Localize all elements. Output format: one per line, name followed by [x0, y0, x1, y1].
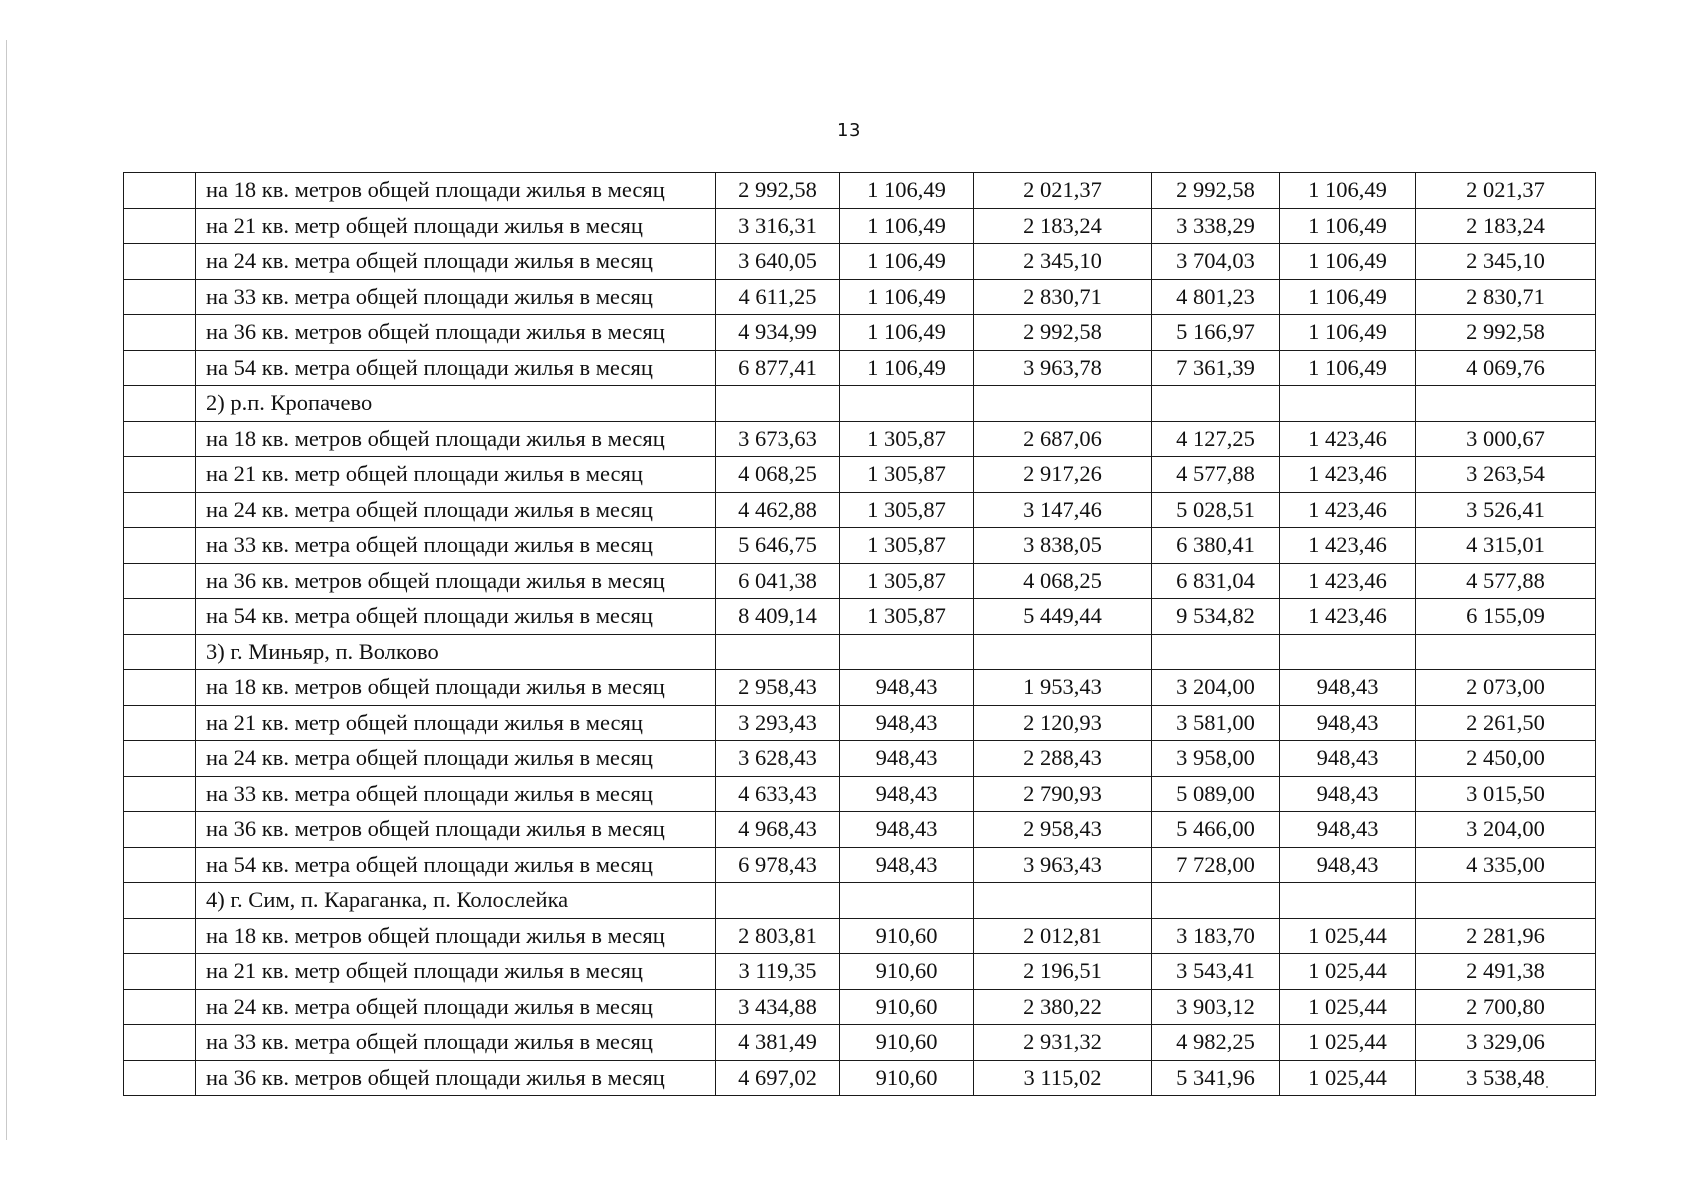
row-label: на 24 кв. метра общей площади жилья в месяц	[196, 741, 716, 777]
table-row	[124, 812, 1596, 848]
value-cell: 3 263,54	[1416, 457, 1596, 493]
value-cell: 2 380,22	[974, 989, 1152, 1025]
value-cell: 6 831,04	[1152, 563, 1280, 599]
value-cell: 5 166,97	[1152, 315, 1280, 351]
row-number-cell	[124, 173, 196, 209]
empty-value-cell	[1280, 634, 1416, 670]
row-number-cell	[124, 279, 196, 315]
row-label: на 21 кв. метр общей площади жилья в месяц	[196, 457, 716, 493]
row-label: на 18 кв. метров общей площади жилья в месяц	[196, 670, 716, 706]
table-row	[124, 563, 1596, 599]
value-cell: 3 115,02	[974, 1060, 1152, 1096]
value-cell: 1 106,49	[1280, 208, 1416, 244]
value-cell: 6 380,41	[1152, 528, 1280, 564]
row-number-cell	[124, 1060, 196, 1096]
row-number-cell	[124, 208, 196, 244]
value-cell: 948,43	[1280, 812, 1416, 848]
value-cell: 948,43	[1280, 741, 1416, 777]
empty-value-cell	[1152, 634, 1280, 670]
scan-speck	[1546, 1086, 1548, 1088]
value-cell: 1 025,44	[1280, 954, 1416, 990]
value-cell: 6 155,09	[1416, 599, 1596, 635]
value-cell: 1 423,46	[1280, 421, 1416, 457]
value-cell: 1 025,44	[1280, 989, 1416, 1025]
value-cell: 7 728,00	[1152, 847, 1280, 883]
value-cell: 1 025,44	[1280, 1025, 1416, 1061]
value-cell: 1 106,49	[1280, 173, 1416, 209]
table-row	[124, 847, 1596, 883]
value-cell: 2 958,43	[716, 670, 840, 706]
value-cell: 3 538,48	[1416, 1060, 1596, 1096]
row-label: на 33 кв. метра общей площади жилья в месяц	[196, 776, 716, 812]
row-number-cell	[124, 634, 196, 670]
table-row	[124, 457, 1596, 493]
value-cell: 2 830,71	[1416, 279, 1596, 315]
tariff-table	[123, 172, 1596, 1096]
value-cell: 2 830,71	[974, 279, 1152, 315]
value-cell: 2 196,51	[974, 954, 1152, 990]
value-cell: 3 673,63	[716, 421, 840, 457]
row-number-cell	[124, 1025, 196, 1061]
value-cell: 4 801,23	[1152, 279, 1280, 315]
row-label: на 33 кв. метра общей площади жилья в месяц	[196, 528, 716, 564]
value-cell: 3 204,00	[1152, 670, 1280, 706]
value-cell: 1 106,49	[1280, 244, 1416, 280]
table-row	[124, 741, 1596, 777]
value-cell: 4 982,25	[1152, 1025, 1280, 1061]
value-cell: 948,43	[840, 670, 974, 706]
row-number-cell	[124, 492, 196, 528]
value-cell: 1 423,46	[1280, 492, 1416, 528]
table-row	[124, 350, 1596, 386]
empty-value-cell	[840, 883, 974, 919]
table-row	[124, 279, 1596, 315]
group-heading-row	[124, 634, 1596, 670]
row-number-cell	[124, 421, 196, 457]
value-cell: 1 305,87	[840, 421, 974, 457]
value-cell: 948,43	[1280, 847, 1416, 883]
row-label: на 21 кв. метр общей площади жилья в месяц	[196, 705, 716, 741]
value-cell: 5 341,96	[1152, 1060, 1280, 1096]
row-number-cell	[124, 244, 196, 280]
row-number-cell	[124, 599, 196, 635]
row-number-cell	[124, 883, 196, 919]
value-cell: 5 089,00	[1152, 776, 1280, 812]
value-cell: 2 021,37	[974, 173, 1152, 209]
value-cell: 3 119,35	[716, 954, 840, 990]
group-heading-row	[124, 883, 1596, 919]
row-label: на 33 кв. метра общей площади жилья в месяц	[196, 279, 716, 315]
value-cell: 3 293,43	[716, 705, 840, 741]
value-cell: 6 877,41	[716, 350, 840, 386]
value-cell: 4 633,43	[716, 776, 840, 812]
value-cell: 1 106,49	[840, 350, 974, 386]
empty-value-cell	[1280, 883, 1416, 919]
value-cell: 2 992,58	[1152, 173, 1280, 209]
value-cell: 1 106,49	[1280, 315, 1416, 351]
table-row	[124, 173, 1596, 209]
value-cell: 3 704,03	[1152, 244, 1280, 280]
value-cell: 948,43	[840, 847, 974, 883]
value-cell: 3 434,88	[716, 989, 840, 1025]
empty-value-cell	[1416, 634, 1596, 670]
empty-value-cell	[974, 883, 1152, 919]
row-label: на 18 кв. метров общей площади жилья в месяц	[196, 918, 716, 954]
value-cell: 2 491,38	[1416, 954, 1596, 990]
value-cell: 4 697,02	[716, 1060, 840, 1096]
value-cell: 3 640,05	[716, 244, 840, 280]
value-cell: 3 838,05	[974, 528, 1152, 564]
row-label: на 24 кв. метра общей площади жилья в месяц	[196, 492, 716, 528]
row-number-cell	[124, 528, 196, 564]
value-cell: 1 106,49	[840, 244, 974, 280]
empty-value-cell	[1152, 386, 1280, 422]
value-cell: 3 958,00	[1152, 741, 1280, 777]
tariff-table-body	[124, 173, 1596, 1096]
table-row	[124, 918, 1596, 954]
empty-value-cell	[1152, 883, 1280, 919]
empty-value-cell	[974, 634, 1152, 670]
row-label: на 36 кв. метров общей площади жилья в месяц	[196, 563, 716, 599]
value-cell: 2 021,37	[1416, 173, 1596, 209]
value-cell: 2 345,10	[974, 244, 1152, 280]
value-cell: 1 106,49	[840, 279, 974, 315]
row-label: на 54 кв. метра общей площади жилья в месяц	[196, 847, 716, 883]
table-row	[124, 670, 1596, 706]
value-cell: 3 963,43	[974, 847, 1152, 883]
empty-value-cell	[1280, 386, 1416, 422]
value-cell: 2 345,10	[1416, 244, 1596, 280]
value-cell: 2 073,00	[1416, 670, 1596, 706]
value-cell: 948,43	[840, 812, 974, 848]
value-cell: 1 106,49	[840, 173, 974, 209]
table-row	[124, 989, 1596, 1025]
table-row	[124, 705, 1596, 741]
value-cell: 4 611,25	[716, 279, 840, 315]
empty-value-cell	[716, 883, 840, 919]
value-cell: 910,60	[840, 918, 974, 954]
value-cell: 1 106,49	[1280, 350, 1416, 386]
row-label: на 33 кв. метра общей площади жилья в месяц	[196, 1025, 716, 1061]
value-cell: 3 963,78	[974, 350, 1152, 386]
value-cell: 1 106,49	[840, 315, 974, 351]
value-cell: 1 106,49	[840, 208, 974, 244]
value-cell: 5 466,00	[1152, 812, 1280, 848]
table-row	[124, 528, 1596, 564]
value-cell: 4 934,99	[716, 315, 840, 351]
row-label: на 54 кв. метра общей площади жилья в месяц	[196, 599, 716, 635]
value-cell: 6 041,38	[716, 563, 840, 599]
value-cell: 1 423,46	[1280, 528, 1416, 564]
value-cell: 4 577,88	[1416, 563, 1596, 599]
row-label: на 36 кв. метров общей площади жилья в месяц	[196, 812, 716, 848]
table-row	[124, 1060, 1596, 1096]
empty-value-cell	[974, 386, 1152, 422]
value-cell: 3 526,41	[1416, 492, 1596, 528]
value-cell: 3 183,70	[1152, 918, 1280, 954]
row-number-cell	[124, 705, 196, 741]
row-number-cell	[124, 847, 196, 883]
value-cell: 4 068,25	[974, 563, 1152, 599]
row-number-cell	[124, 457, 196, 493]
row-number-cell	[124, 386, 196, 422]
value-cell: 948,43	[840, 705, 974, 741]
row-number-cell	[124, 954, 196, 990]
row-number-cell	[124, 670, 196, 706]
table-row	[124, 492, 1596, 528]
value-cell: 5 028,51	[1152, 492, 1280, 528]
value-cell: 948,43	[1280, 705, 1416, 741]
value-cell: 2 120,93	[974, 705, 1152, 741]
value-cell: 2 917,26	[974, 457, 1152, 493]
row-label: на 18 кв. метров общей площади жилья в месяц	[196, 421, 716, 457]
value-cell: 910,60	[840, 954, 974, 990]
value-cell: 910,60	[840, 989, 974, 1025]
value-cell: 4 577,88	[1152, 457, 1280, 493]
row-label: на 54 кв. метра общей площади жилья в месяц	[196, 350, 716, 386]
value-cell: 1 305,87	[840, 599, 974, 635]
value-cell: 3 000,67	[1416, 421, 1596, 457]
value-cell: 2 992,58	[974, 315, 1152, 351]
value-cell: 6 978,43	[716, 847, 840, 883]
value-cell: 2 992,58	[1416, 315, 1596, 351]
value-cell: 3 581,00	[1152, 705, 1280, 741]
value-cell: 910,60	[840, 1060, 974, 1096]
empty-value-cell	[716, 634, 840, 670]
table-row	[124, 1025, 1596, 1061]
value-cell: 2 450,00	[1416, 741, 1596, 777]
value-cell: 4 068,25	[716, 457, 840, 493]
value-cell: 2 261,50	[1416, 705, 1596, 741]
row-number-cell	[124, 350, 196, 386]
value-cell: 2 288,43	[974, 741, 1152, 777]
group-heading: 3) г. Миньяр, п. Волково	[196, 634, 716, 670]
table-row	[124, 315, 1596, 351]
value-cell: 3 316,31	[716, 208, 840, 244]
value-cell: 3 329,06	[1416, 1025, 1596, 1061]
value-cell: 948,43	[1280, 776, 1416, 812]
value-cell: 7 361,39	[1152, 350, 1280, 386]
empty-value-cell	[716, 386, 840, 422]
value-cell: 2 958,43	[974, 812, 1152, 848]
value-cell: 2 992,58	[716, 173, 840, 209]
row-label: на 24 кв. метра общей площади жилья в месяц	[196, 989, 716, 1025]
value-cell: 2 281,96	[1416, 918, 1596, 954]
empty-value-cell	[1416, 386, 1596, 422]
table-row	[124, 954, 1596, 990]
row-label: на 36 кв. метров общей площади жилья в месяц	[196, 315, 716, 351]
row-label: на 21 кв. метр общей площади жилья в месяц	[196, 208, 716, 244]
value-cell: 948,43	[840, 741, 974, 777]
row-label: на 21 кв. метр общей площади жилья в месяц	[196, 954, 716, 990]
row-label: на 36 кв. метров общей площади жилья в месяц	[196, 1060, 716, 1096]
value-cell: 9 534,82	[1152, 599, 1280, 635]
value-cell: 1 305,87	[840, 563, 974, 599]
value-cell: 3 147,46	[974, 492, 1152, 528]
row-number-cell	[124, 741, 196, 777]
value-cell: 4 127,25	[1152, 421, 1280, 457]
value-cell: 2 790,93	[974, 776, 1152, 812]
group-heading: 2) р.п. Кропачево	[196, 386, 716, 422]
row-label: на 24 кв. метра общей площади жилья в месяц	[196, 244, 716, 280]
value-cell: 2 687,06	[974, 421, 1152, 457]
value-cell: 5 646,75	[716, 528, 840, 564]
value-cell: 4 968,43	[716, 812, 840, 848]
value-cell: 2 931,32	[974, 1025, 1152, 1061]
value-cell: 8 409,14	[716, 599, 840, 635]
value-cell: 1 025,44	[1280, 918, 1416, 954]
value-cell: 948,43	[1280, 670, 1416, 706]
value-cell: 3 015,50	[1416, 776, 1596, 812]
value-cell: 2 803,81	[716, 918, 840, 954]
value-cell: 1 305,87	[840, 457, 974, 493]
value-cell: 2 183,24	[1416, 208, 1596, 244]
value-cell: 2 700,80	[1416, 989, 1596, 1025]
value-cell: 1 106,49	[1280, 279, 1416, 315]
value-cell: 4 381,49	[716, 1025, 840, 1061]
value-cell: 4 069,76	[1416, 350, 1596, 386]
value-cell: 3 628,43	[716, 741, 840, 777]
value-cell: 3 204,00	[1416, 812, 1596, 848]
value-cell: 3 338,29	[1152, 208, 1280, 244]
value-cell: 4 462,88	[716, 492, 840, 528]
value-cell: 2 183,24	[974, 208, 1152, 244]
scan-edge-line	[6, 40, 7, 1140]
value-cell: 948,43	[840, 776, 974, 812]
table-row	[124, 208, 1596, 244]
row-number-cell	[124, 812, 196, 848]
value-cell: 2 012,81	[974, 918, 1152, 954]
row-number-cell	[124, 563, 196, 599]
value-cell: 4 315,01	[1416, 528, 1596, 564]
value-cell: 5 449,44	[974, 599, 1152, 635]
value-cell: 1 305,87	[840, 528, 974, 564]
row-number-cell	[124, 776, 196, 812]
value-cell: 3 903,12	[1152, 989, 1280, 1025]
table-row	[124, 599, 1596, 635]
value-cell: 1 423,46	[1280, 563, 1416, 599]
table-row	[124, 244, 1596, 280]
table-row	[124, 421, 1596, 457]
value-cell: 3 543,41	[1152, 954, 1280, 990]
empty-value-cell	[840, 634, 974, 670]
value-cell: 1 025,44	[1280, 1060, 1416, 1096]
table-row	[124, 776, 1596, 812]
group-heading: 4) г. Сим, п. Караганка, п. Колослейка	[196, 883, 716, 919]
row-number-cell	[124, 315, 196, 351]
row-number-cell	[124, 918, 196, 954]
value-cell: 1 953,43	[974, 670, 1152, 706]
value-cell: 1 305,87	[840, 492, 974, 528]
group-heading-row	[124, 386, 1596, 422]
value-cell: 4 335,00	[1416, 847, 1596, 883]
row-label: на 18 кв. метров общей площади жилья в месяц	[196, 173, 716, 209]
value-cell: 1 423,46	[1280, 599, 1416, 635]
value-cell: 1 423,46	[1280, 457, 1416, 493]
value-cell: 910,60	[840, 1025, 974, 1061]
page-number: 13	[837, 120, 861, 141]
empty-value-cell	[1416, 883, 1596, 919]
row-number-cell	[124, 989, 196, 1025]
empty-value-cell	[840, 386, 974, 422]
